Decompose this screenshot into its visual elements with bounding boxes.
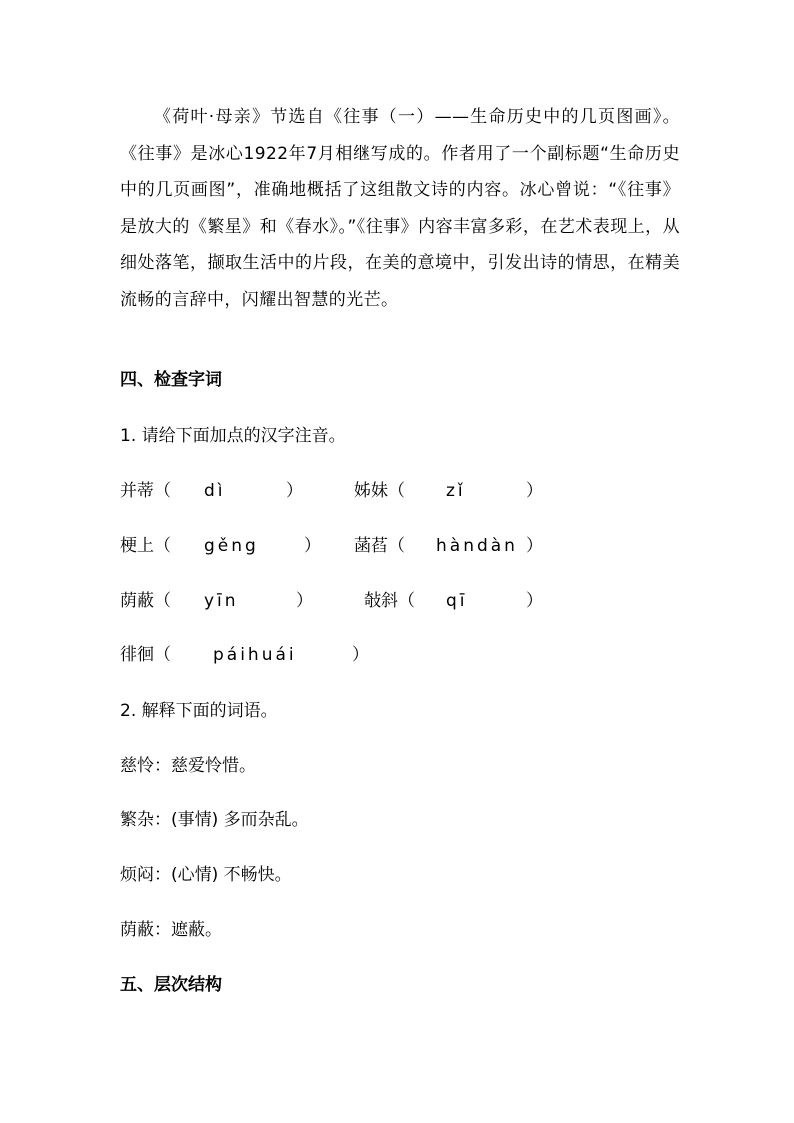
word: 荫蔽 [120,591,154,611]
intro-paragraph: 《荷叶·母亲》节选自《往事（一）——生命历史中的几页图画》。《往事》是冰心1922年7月相继写成的。作者用了一个副标题“生命历史中的几页画图”，准确地概括了这组散文诗的内容。冰心曾说：“《往事》是放大的《繁星》和《春水》。”《往事》内容丰富多彩，在艺术表现上，从细处落笔，撷取生活中的片段，在美的意境中，引发出诗的情思，在精美流畅的言辞中，闪耀出智慧的光芒。 [120,107,680,310]
close-paren: ） [296,591,313,611]
close-paren: ） [304,536,321,556]
question-1-prompt: 1. 请给下面加点的汉字注音。 [120,426,346,446]
pinyin-answer: hàndàn [436,536,518,556]
definition-line: 荫蔽：遮蔽。 [120,920,222,940]
word: 敧斜 [364,591,398,611]
close-paren: ） [526,481,543,501]
close-paren: ） [352,645,369,665]
open-paren: （ [154,591,171,611]
open-paren: （ [154,536,171,556]
close-paren: ） [286,481,303,501]
open-paren: （ [154,481,171,501]
definition-line: 慈怜：慈爱怜惜。 [120,756,256,776]
question-2-prompt: 2. 解释下面的词语。 [120,701,278,721]
pinyin-answer: gěng [204,536,259,556]
pinyin-answer: qī [446,591,468,611]
pinyin-answer: dì [204,481,226,501]
close-paren: ） [526,591,543,611]
close-paren: ） [526,536,543,556]
open-paren: （ [154,645,171,665]
open-paren: （ [388,536,405,556]
open-paren: （ [398,591,415,611]
word: 姊妹 [354,481,388,501]
section-4-heading: 四、检查字词 [120,370,222,390]
section-5-heading: 五、层次结构 [120,975,222,995]
word: 梗上 [120,536,154,556]
word: 菡萏 [354,536,388,556]
word: 徘徊 [120,645,154,665]
word: 并蒂 [120,481,154,501]
definition-line: 烦闷：(心情) 不畅快。 [120,865,292,885]
definition-line: 繁杂：(事情) 多而杂乱。 [120,810,309,830]
pinyin-answer: páihuái [213,645,297,665]
pinyin-answer: yīn [204,591,239,611]
pinyin-answer: zǐ [446,481,466,501]
open-paren: （ [388,481,405,501]
